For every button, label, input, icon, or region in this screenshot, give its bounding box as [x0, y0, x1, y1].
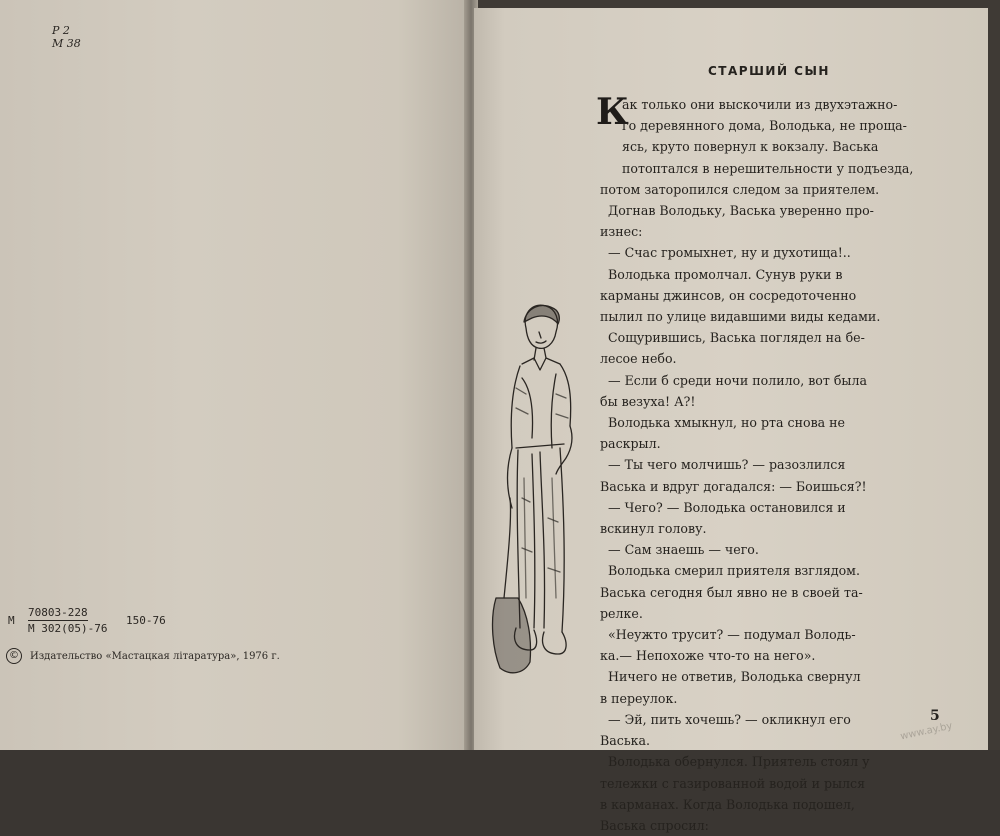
text-line: вскинул голову. [600, 521, 707, 537]
text-line: — Эй, пить хочешь? — окликнул его [608, 711, 851, 727]
text-line: Володька промолчал. Сунув руки в [608, 266, 843, 282]
text-line: Сощурившись, Васька поглядел на бе- [608, 330, 865, 346]
text-line: в карманах. Когда Володька подошел, [600, 796, 855, 812]
bbk-index [52, 24, 81, 50]
copyright-icon: © [6, 648, 22, 664]
bbk-line-2: М 38 [52, 37, 81, 50]
text-line: — Если б среди ночи полило, вот была [608, 372, 867, 388]
drop-cap: К [596, 91, 629, 133]
text-line: Васька спросил: [600, 817, 709, 833]
text-line: Васька и вдруг догадался: — Боишься?! [600, 478, 867, 494]
text-line: Васька сегодня был явно не в своей та- [600, 584, 863, 600]
chapter-title: СТАРШИЙ СЫН [708, 64, 830, 78]
text-line: тележки с газированной водой и рылся [600, 775, 866, 791]
text-line: — Ты чего молчишь? — разозлился [608, 457, 846, 473]
text-line: ка.— Непохоже что-то на него». [600, 648, 816, 664]
copyright-line [6, 648, 280, 664]
text-line: — Сам знаешь — чего. [608, 542, 759, 558]
text-line: потом заторопился следом за приятелем. [600, 181, 880, 197]
text-line: Васька. [600, 733, 651, 749]
text-line: пылил по улице видавшими виды кедами. [600, 309, 881, 325]
text-line: потоптался в нерешительности у подъезда, [622, 160, 914, 176]
text-line: Догнав Володьку, Васька уверенно про- [608, 203, 874, 219]
body-text [600, 94, 956, 836]
boy-illustration [486, 298, 596, 698]
code-numerator: 70803-228 [28, 606, 88, 619]
text-line: карманы джинсов, он сосредоточенно [600, 287, 857, 303]
text-line: Володька обернулся. Приятель стоял у [608, 754, 870, 770]
copyright-text: Издательство «Мастацкая літаратура», 1976 г. [30, 650, 280, 662]
watermark: www.ay.by [899, 720, 954, 743]
text-line: «Неужто трусит? — подумал Володь- [608, 627, 856, 643]
text-line: Володька хмыкнул, но рта снова не [608, 415, 846, 431]
text-line: Ничего не ответив, Володька свернул [608, 669, 861, 685]
text-line: — Счас громыхнет, ну и духотища!.. [608, 245, 851, 261]
text-line: изнес: [600, 224, 643, 240]
text-line: ак только они выскочили из двухэтажно- [622, 97, 898, 112]
text-line: Володька смерил приятеля взглядом. [608, 563, 860, 579]
text-line: релке. [600, 605, 643, 621]
bbk-line-1: Р 2 [52, 24, 70, 37]
left-page [0, 0, 468, 750]
text-line: ясь, круто повернул к вокзалу. Васька [622, 139, 879, 155]
text-line: бы везуха! А?! [600, 393, 696, 409]
text-line: в переулок. [600, 690, 678, 706]
text-line: раскрыл. [600, 436, 661, 452]
page-number: 5 [930, 708, 940, 724]
code-right: 150-76 [126, 614, 166, 627]
text-line: — Чего? — Володька остановился и [608, 499, 846, 515]
right-page [474, 8, 988, 833]
code-letter: М [8, 614, 15, 627]
text-line: го деревянного дома, Володька, не проща- [622, 118, 907, 134]
text-line: лесое небо. [600, 351, 677, 367]
code-denominator: М 302(05)-76 [28, 622, 108, 635]
